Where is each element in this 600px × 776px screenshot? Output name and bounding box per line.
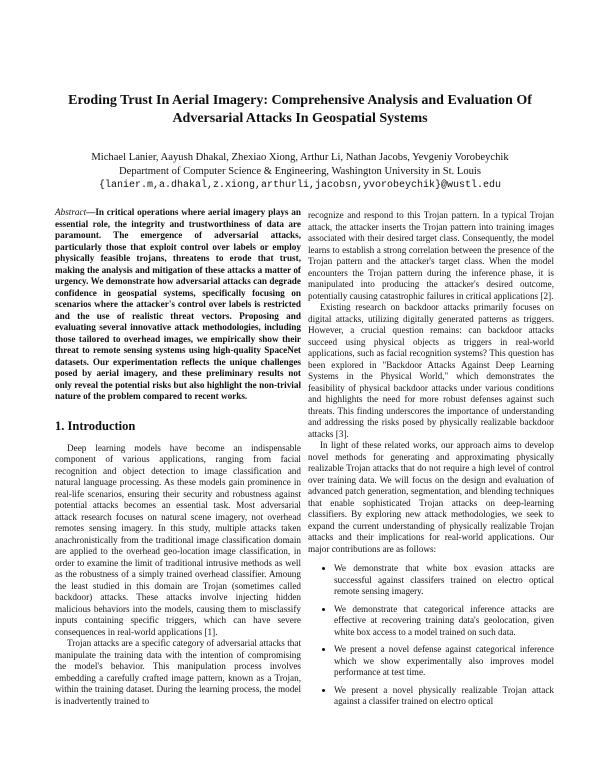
right-column [308,210,554,714]
left-column [55,207,301,707]
right-paragraph-3: In light of these related works, our approach aims to develop novel methods for generating and approximating physically realizable Trojan attacks that do not require a high level of control over training data. We will focus on the design and evaluation of advanced patch generation, segmentation, and blending techniques that enable sophisticated Trojan attacks on deep-learning classifiers. By exploring new attack methodologies, we seek to expand the current understanding of physically realizable Trojan attacks and their implications for real-world applications. Our major contributions are as follows: [308,440,554,554]
right-paragraph-1: recognize and respond to this Trojan pattern. In a typical Trojan attack, the attacker inserts the Trojan pattern into training images associated with their desired target class. Consequently, the model learns to establish a strong correlation between the presence of the Trojan pattern and the attacker's target class. When the model encounters the Trojan pattern during the inference phase, it is manipulated into producing the attacker's desired outcome, potentially causing catastrophic failures in critical applications [2]. [308,210,554,301]
contribution-item: • We present a novel physically realizable Trojan attack against a classifer trained on electro optical [334,685,554,708]
intro-paragraph-1: Deep learning models have become an indispensable component of various applications, ranging from facial recognition and object detection to image classification and natural language processing. As these models gain prominence in real-life scenarios, ensuring their security and robustness against potential attacks becomes an essential task. Most adversarial attack research focuses on natural scene imagery, not overhead remotes sensing imagery. In this study, multiple attacks taken anachronistically from the traditional image classification domain are applied to the overhead geo-location image classification, in order to examine the limit of traditional intrusive methods as well as the robustness of a simply trained overhead classifier. Amoung the least studied in this domain are Trojan (sometimes called backdoor) attacks. These attacks involve injecting hidden malicious behaviors into the models, causing them to misclassify inputs containing specific triggers, which can have severe consequences in real-world applications [1]. [55,442,301,637]
abstract-lead: Abstract [55,207,87,217]
contribution-item: • We demonstrate that categorical inference attacks are effective at recovering training data's geolocation, given white box access to a model trained on such data. [334,604,554,639]
contributions-list [308,563,554,708]
section-heading-introduction: 1. Introduction [55,418,136,433]
author-list: Michael Lanier, Aayush Dhakal, Zhexiao Xiong, Arthur Li, Nathan Jacobs, Yevgeniy Vorobeychik [91,152,509,163]
abstract-text: —In critical operations where aerial imagery plays an essential role, the integrity and trustworthiness of data are paramount. The emergence of adversarial attacks, particularly those that exploit control over labels or employ physically feasible trojans, threatens to erode that trust, making the analysis and mitigation of these attacks a matter of urgency. We demonstrate how adversarial attacks can degrade confidence in geospatial systems, specifically focusing on scenarios where the attacker's control over labels is restricted and the use of realistic threat vectors. Proposing and evaluating several innovative attack methodologies, including those tailored to overhead images, we empirically show their threat to remote sensing systems using high-quality SpaceNet datasets. Our experimentation reflects the unique challenges posed by aerial imagery, and these preliminary results not only reveal the potential risks but also highlight the non-trivial nature of the problem compared to recent works. [55,207,301,401]
right-paragraph-2: Existing research on backdoor attacks primarily focuses on digital attacks, utilizing digitally generated patterns as triggers. However, a crucial question remains: can backdoor attacks succeed using physical objects as triggers in real-world applications, such as facial recognition systems? This question has been explored in "Backdoor Attacks Against Deep Learning Systems in the Physical World," which demonstrates the feasibility of physical backdoor attacks under various conditions and highlights the need for more robust defenses against such threats. This finding underscores the importance of understanding and addressing the risks posed by physically realizable backdoor attacks [3]. [308,302,554,439]
contribution-item: • We demonstrate that white box evasion attacks are successful against classifers trained on electro optical remote sensing imagery. [334,563,554,598]
affiliation: Department of Computer Science & Engineering, Washington University in St. Louis [118,166,482,177]
contribution-item: • We present a novel defense against categorical inference which we show experimentally also improves model performance at test time. [334,644,554,679]
paper-title: Eroding Trust In Aerial Imagery: Comprehensive Analysis and Evaluation Of Adversarial Attacks In Geospatial Systems [68,93,532,126]
intro-paragraph-2: Trojan attacks are a specific category of adversarial attacks that manipulate the training data with the intention of compromising the model's behavior. This manipulation process involves embedding a carefully crafted image pattern, known as a Trojan, within the training dataset. During the learning process, the model is inadvertently trained to [55,638,301,706]
abstract [55,207,301,403]
author-emails: {lanier.m,a.dhakal,z.xiong,arthurli,jacobsn,yvorobeychik}@wustl.edu [98,180,502,191]
author-block [40,151,560,179]
